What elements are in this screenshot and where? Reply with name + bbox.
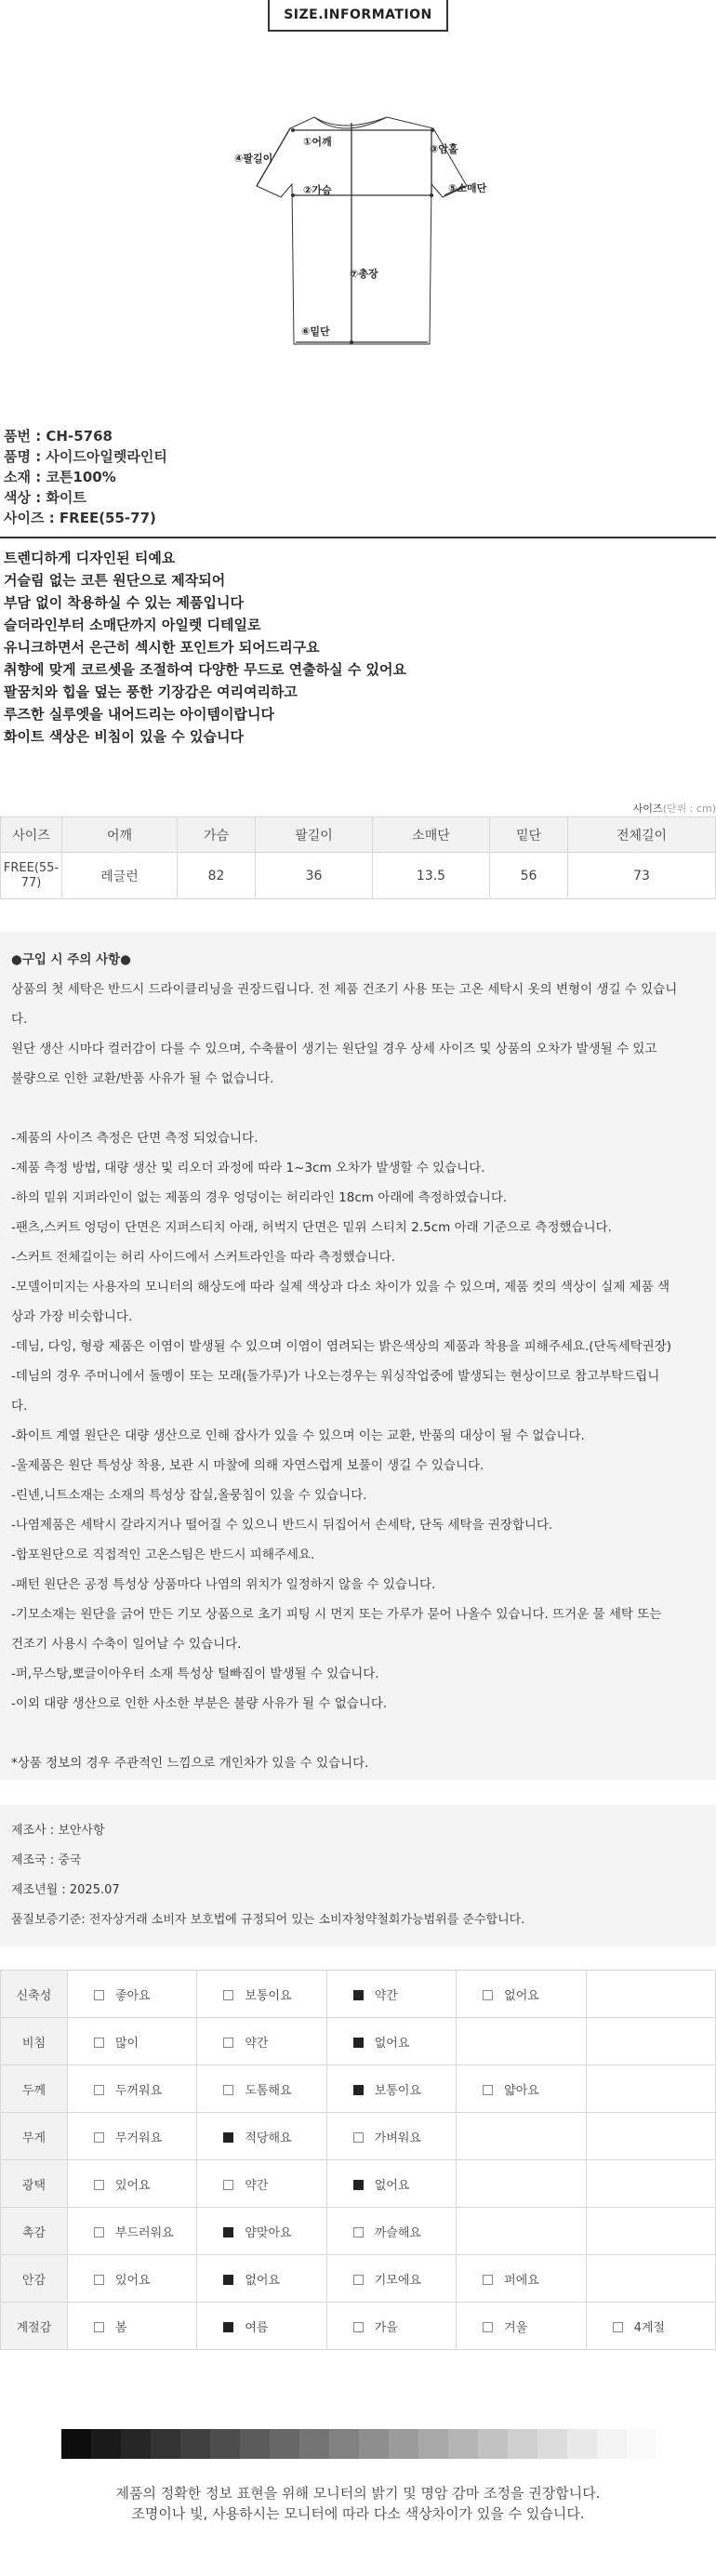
notice-line: -스커트 전체길이는 허리 사이드에서 스커트라인을 따라 측정했습니다. xyxy=(11,1250,396,1265)
feel-option xyxy=(326,2018,456,2065)
gray-swatch xyxy=(537,2429,567,2459)
feel-row-label: 무게 xyxy=(1,2113,68,2160)
unchecked-box-icon xyxy=(94,2180,104,2190)
diagram-label-total-length: ⑦총장 xyxy=(350,268,378,280)
size-cell: 36 xyxy=(256,853,373,899)
feel-empty-cell xyxy=(457,2113,586,2160)
feel-option-label: 좋아요 xyxy=(114,1988,151,2003)
gray-swatch xyxy=(121,2429,151,2459)
unchecked-box-icon xyxy=(94,2322,104,2332)
size-unit-caption xyxy=(633,801,716,816)
product-meta xyxy=(0,426,716,528)
feel-option-label: 없어요 xyxy=(374,2178,410,2193)
size-table xyxy=(0,817,716,899)
description-line: 루즈한 실루엣을 내어드리는 아이템이랍니다 xyxy=(4,706,274,723)
gray-swatch xyxy=(567,2429,597,2459)
size-cell: FREE(55-77) xyxy=(1,853,62,899)
feel-option-label: 약간 xyxy=(374,1988,398,2003)
fabric-feel-table xyxy=(0,1970,716,2350)
size-header-total-length: 전체길이 xyxy=(568,817,716,853)
unchecked-box-icon xyxy=(353,2132,364,2143)
monitor-note-line: 제품의 정확한 정보 표현을 위해 모니터의 밝기 및 명암 감마 조정을 권장합니다. xyxy=(115,2485,601,2502)
checked-box-icon xyxy=(353,2180,364,2190)
feel-empty-cell xyxy=(586,2113,715,2160)
checked-box-icon xyxy=(353,2085,364,2095)
feel-option xyxy=(67,2113,196,2160)
feel-option xyxy=(67,2065,196,2113)
diagram-label-sleeve-length: ④팔길이 xyxy=(234,153,273,165)
gray-swatch xyxy=(359,2429,389,2459)
feel-option xyxy=(326,2160,456,2208)
description-line: 화이트 색상은 비침이 있을 수 있습니다 xyxy=(4,728,244,745)
product-code: 품번 : CH-5768 xyxy=(4,428,113,445)
size-cell: 레글런 xyxy=(62,853,178,899)
feel-option-label: 약간 xyxy=(245,2036,269,2051)
product-material: 소재 : 코튼100% xyxy=(4,469,116,485)
description-line: 유니크하면서 은근히 섹시한 포인트가 되어드리구요 xyxy=(4,639,320,656)
checked-box-icon xyxy=(223,2227,233,2237)
checked-box-icon xyxy=(353,2038,364,2048)
feel-row-label: 안감 xyxy=(1,2255,68,2303)
gray-swatch xyxy=(151,2429,180,2459)
feel-option xyxy=(326,1971,456,2018)
feel-option-label: 여름 xyxy=(245,2320,269,2335)
size-cell: 82 xyxy=(178,853,256,899)
maker-line: 품질보증기준: 전자상거래 소비자 보호법에 규정되어 있는 소비자청약철회가능범위를 준수합니다. xyxy=(11,1913,525,1927)
feel-option-label: 봄 xyxy=(114,2320,127,2335)
table-row xyxy=(1,2255,716,2303)
table-row xyxy=(1,2208,716,2255)
feel-option-label: 있어요 xyxy=(114,2178,151,2193)
product-color: 색상 : 화이트 xyxy=(4,489,86,506)
notice-line: -기모소재는 원단을 긁어 만든 기모 상품으로 초기 피팅 시 먼지 또는 가루가 묻어 나올수 있습니다. 뜨거운 물 세탁 또는 xyxy=(11,1607,662,1622)
gray-swatch xyxy=(91,2429,121,2459)
feel-option xyxy=(197,2303,326,2350)
notice-line: -패턴 원단은 공정 특성상 상품마다 나염의 위치가 일정하지 않을 수 있습니다. xyxy=(11,1577,436,1592)
feel-empty-cell xyxy=(586,2255,715,2303)
description-line: 거슬림 없는 코튼 원단으로 제작되어 xyxy=(4,572,226,589)
unchecked-box-icon xyxy=(483,2085,493,2095)
product-size: 사이즈 : FREE(55-77) xyxy=(4,510,156,526)
unchecked-box-icon xyxy=(223,2038,233,2048)
purchase-notice xyxy=(0,932,716,1780)
diagram-label-shoulder: ①어깨 xyxy=(303,136,332,148)
feel-option xyxy=(67,2303,196,2350)
size-header-sleeve: 팔길이 xyxy=(256,817,373,853)
feel-option-label: 없어요 xyxy=(374,2036,410,2051)
notice-line: 상과 가장 비슷합니다. xyxy=(11,1309,133,1324)
notice-line: 다. xyxy=(11,1399,28,1414)
grayscale-swatch-bar xyxy=(61,2429,656,2459)
gray-swatch xyxy=(240,2429,270,2459)
feel-option xyxy=(457,1971,586,2018)
unchecked-box-icon xyxy=(94,1990,104,2000)
notice-line: 원단 생산 시마다 컬러감이 다를 수 있으며, 수축률이 생기는 원단일 경우 상세 사이즈 및 상품의 오차가 발생될 수 있고 xyxy=(11,1042,657,1056)
feel-option xyxy=(326,2208,456,2255)
size-information-title: SIZE.INFORMATION xyxy=(268,0,448,32)
unchecked-box-icon xyxy=(94,2275,104,2285)
feel-option-label: 보통이요 xyxy=(245,1988,292,2003)
table-row xyxy=(1,853,716,899)
notice-line: -데님의 경우 주머니에서 돌멩이 또는 모래(돌가루)가 나오는경우는 워싱작업중에 발생되는 현상이므로 참고부탁드립니 xyxy=(11,1369,660,1384)
unchecked-box-icon xyxy=(223,2180,233,2190)
feel-option-label: 없어요 xyxy=(245,2273,281,2288)
feel-option-label: 두꺼워요 xyxy=(114,2083,163,2098)
feel-option xyxy=(67,2018,196,2065)
gray-swatch xyxy=(329,2429,359,2459)
feel-option xyxy=(457,2065,586,2113)
notice-title: ●구입 시 주의 사항● xyxy=(11,952,131,967)
description-line: 트렌디하게 디자인된 티예요 xyxy=(4,550,176,566)
feel-row-label: 계절감 xyxy=(1,2303,68,2350)
feel-option-label: 없어요 xyxy=(504,1988,539,2003)
monitor-note-line: 조명이나 빛, 사용하시는 모니터에 따라 다소 색상차이가 있을 수 있습니다. xyxy=(131,2505,585,2522)
feel-empty-cell xyxy=(457,2208,586,2255)
size-cell: 73 xyxy=(568,853,716,899)
feel-option xyxy=(326,2113,456,2160)
notice-line: 다. xyxy=(11,1012,28,1027)
feel-empty-cell xyxy=(586,2208,715,2255)
feel-empty-cell xyxy=(457,2160,586,2208)
notice-line: *상품 정보의 경우 주관적인 느낌으로 개인차가 있을 수 있습니다. xyxy=(11,1756,369,1771)
size-header-chest: 가슴 xyxy=(178,817,256,853)
gray-swatch xyxy=(478,2429,508,2459)
feel-row-label: 촉감 xyxy=(1,2208,68,2255)
feel-option-label: 무거워요 xyxy=(114,2131,163,2145)
feel-option-label: 보통이요 xyxy=(374,2083,421,2098)
checked-box-icon xyxy=(223,2132,233,2143)
maker-line: 제조국 : 중국 xyxy=(11,1853,82,1867)
notice-line: -데님, 다잉, 형광 제품은 이염이 발생될 수 있으며 이염이 염려되는 밝은색상의 제품과 착용을 피해주세요.(단독세탁권장) xyxy=(11,1339,672,1354)
table-row xyxy=(1,2065,716,2113)
unchecked-box-icon xyxy=(483,1990,493,2000)
notice-line: -린넨,니트소재는 소재의 특성상 잡실,올뭉침이 있을 수 있습니다. xyxy=(11,1488,367,1503)
feel-option xyxy=(197,2065,326,2113)
notice-line: 상품의 첫 세탁은 반드시 드라이클리닝을 권장드립니다. 전 제품 건조기 사용 또는 고온 세탁시 옷의 변형이 생길 수 있습니 xyxy=(11,982,678,997)
size-cell: 56 xyxy=(490,853,568,899)
feel-option xyxy=(197,2160,326,2208)
feel-option xyxy=(197,2018,326,2065)
notice-line: -화이트 계열 원단은 대량 생산으로 인해 잡사가 있을 수 있으며 이는 교환, 반품의 대상이 될 수 없습니다. xyxy=(11,1428,585,1443)
feel-option xyxy=(586,2303,715,2350)
feel-option xyxy=(67,2255,196,2303)
feel-empty-cell xyxy=(586,1971,715,2018)
feel-option-label: 퍼에요 xyxy=(504,2273,539,2288)
feel-row-label: 두께 xyxy=(1,2065,68,2113)
notice-line: -퍼,무스탕,뽀글이아우터 소재 특성상 털빠짐이 발생될 수 있습니다. xyxy=(11,1666,379,1681)
notice-line: -울제품은 원단 특성상 착용, 보관 시 마찰에 의해 자연스럽게 보풀이 생길 수 있습니다. xyxy=(11,1458,484,1473)
feel-row-label: 광택 xyxy=(1,2160,68,2208)
feel-empty-cell xyxy=(586,2018,715,2065)
feel-option-label: 있어요 xyxy=(114,2273,151,2288)
feel-option-label: 얌맞아요 xyxy=(245,2225,292,2240)
gray-swatch xyxy=(418,2429,448,2459)
unchecked-box-icon xyxy=(353,2322,364,2332)
feel-option xyxy=(67,1971,196,2018)
unchecked-box-icon xyxy=(223,2085,233,2095)
feel-option xyxy=(326,2255,456,2303)
diagram-label-chest: ②가슴 xyxy=(303,184,332,196)
size-header-shoulder: 어깨 xyxy=(62,817,178,853)
unchecked-box-icon xyxy=(483,2322,493,2332)
feel-option xyxy=(326,2065,456,2113)
notice-line: -나염제품은 세탁시 갈라지거나 떨어질 수 있으니 반드시 뒤집어서 손세탁, 단독 세탁을 권장합니다. xyxy=(11,1518,553,1533)
gray-swatch xyxy=(597,2429,627,2459)
gray-swatch xyxy=(627,2429,656,2459)
feel-empty-cell xyxy=(457,2018,586,2065)
table-row xyxy=(1,2303,716,2350)
size-header-hem: 밑단 xyxy=(490,817,568,853)
feel-option-label: 적당해요 xyxy=(245,2131,292,2145)
feel-empty-cell xyxy=(586,2065,715,2113)
notice-line: -팬츠,스커트 엉덩이 단면은 지퍼스티치 아래, 허벅지 단면은 밑위 스티치 2.5cm 아래 기준으로 측정했습니다. xyxy=(11,1220,612,1235)
feel-row-label: 비침 xyxy=(1,2018,68,2065)
gray-swatch xyxy=(61,2429,91,2459)
product-name: 품명 : 사이드아일렛라인티 xyxy=(4,448,167,465)
feel-option xyxy=(457,2303,586,2350)
gray-swatch xyxy=(270,2429,299,2459)
diagram-label-hem: ⑥밑단 xyxy=(301,325,330,338)
feel-option-label: 4계절 xyxy=(633,2320,665,2335)
feel-option-label: 가을 xyxy=(374,2320,398,2335)
unchecked-box-icon xyxy=(94,2132,104,2143)
unchecked-box-icon xyxy=(94,2227,104,2237)
size-header-sleeve-hem: 소매단 xyxy=(373,817,490,853)
feel-option-label: 얇아요 xyxy=(504,2083,539,2098)
table-row xyxy=(1,2160,716,2208)
notice-line: 불량으로 인한 교환/반품 사유가 될 수 없습니다. xyxy=(11,1071,274,1086)
unchecked-box-icon xyxy=(94,2085,104,2095)
table-row xyxy=(1,2113,716,2160)
feel-option-label: 부드러워요 xyxy=(114,2225,174,2240)
feel-option-label: 도톰해요 xyxy=(245,2083,292,2098)
unchecked-box-icon xyxy=(483,2275,493,2285)
maker-line: 제조사 : 보안사항 xyxy=(11,1824,105,1838)
unchecked-box-icon xyxy=(613,2322,623,2332)
manufacturer-info xyxy=(0,1805,716,1946)
product-description xyxy=(4,547,710,748)
notice-spacer xyxy=(11,1094,705,1123)
measurement-diagram xyxy=(223,102,502,363)
feel-option-label: 많이 xyxy=(114,2036,139,2051)
size-cell: 13.5 xyxy=(373,853,490,899)
diagram-label-sleeve-hem: ⑤소매단 xyxy=(448,182,487,194)
checked-box-icon xyxy=(353,1990,364,2000)
notice-lines xyxy=(11,975,705,1778)
gray-swatch xyxy=(180,2429,210,2459)
notice-spacer xyxy=(11,1719,705,1748)
tshirt-outline-icon xyxy=(223,102,502,363)
gray-swatch xyxy=(299,2429,329,2459)
description-line: 부담 없이 착용하실 수 있는 제품입니다 xyxy=(4,594,244,611)
feel-option xyxy=(67,2160,196,2208)
feel-option xyxy=(197,2255,326,2303)
unchecked-box-icon xyxy=(94,2038,104,2048)
size-unit-value: (단위 : cm) xyxy=(662,803,716,815)
gray-swatch xyxy=(210,2429,240,2459)
description-line: 슬더라인부터 소매단까지 아일렛 디테일로 xyxy=(4,617,261,633)
size-table-header xyxy=(1,817,716,853)
notice-line: -제품의 사이즈 측정은 단면 측정 되었습니다. xyxy=(11,1131,259,1146)
notice-line: -모델이미지는 사용자의 모니터의 해상도에 따라 실제 색상과 다소 차이가 있을 수 있으며, 제품 컷의 색상이 실제 제품 색 xyxy=(11,1280,670,1295)
feel-option-label: 가벼워요 xyxy=(374,2131,421,2145)
feel-option xyxy=(197,2113,326,2160)
feel-row-label: 신축성 xyxy=(1,1971,68,2018)
description-line: 팔꿈치와 힙을 덮는 풍한 기장감은 여리여리하고 xyxy=(4,684,298,700)
feel-empty-cell xyxy=(586,2160,715,2208)
unchecked-box-icon xyxy=(223,1990,233,2000)
feel-option-label: 기모에요 xyxy=(374,2273,421,2288)
feel-option xyxy=(67,2208,196,2255)
size-header-size: 사이즈 xyxy=(1,817,62,853)
monitor-note xyxy=(0,2483,716,2524)
notice-line: 건조기 사용시 수축이 일어날 수 있습니다. xyxy=(11,1637,242,1652)
maker-line: 제조년월 : 2025.07 xyxy=(11,1883,120,1897)
divider xyxy=(0,537,716,538)
checked-box-icon xyxy=(223,2322,233,2332)
feel-option xyxy=(197,1971,326,2018)
notice-line: -제품 측정 방법, 대량 생산 및 리오더 과정에 따라 1~3cm 오차가 발생할 수 있습니다. xyxy=(11,1161,485,1175)
feel-option-label: 겨울 xyxy=(504,2320,528,2335)
feel-option-label: 약간 xyxy=(245,2178,269,2193)
feel-option xyxy=(457,2255,586,2303)
gray-swatch xyxy=(448,2429,478,2459)
size-unit-label: 사이즈 xyxy=(632,803,663,815)
notice-line: -하의 밑위 지퍼라인이 없는 제품의 경우 엉덩이는 허리라인 18cm 아래에 측정하였습니다. xyxy=(11,1190,508,1205)
notice-line: -합포원단으로 직접적인 고온스팀은 반드시 피해주세요. xyxy=(11,1547,315,1562)
gray-swatch xyxy=(389,2429,418,2459)
unchecked-box-icon xyxy=(353,2227,364,2237)
diagram-label-armhole: ③암홀 xyxy=(430,143,458,155)
checked-box-icon xyxy=(223,2275,233,2285)
feel-option xyxy=(326,2303,456,2350)
feel-option-label: 까슬해요 xyxy=(374,2225,421,2240)
table-row xyxy=(1,1971,716,2018)
table-row xyxy=(1,2018,716,2065)
feel-option xyxy=(197,2208,326,2255)
unchecked-box-icon xyxy=(353,2275,364,2285)
notice-line: -이외 대량 생산으로 인한 사소한 부분은 불량 사유가 될 수 없습니다. xyxy=(11,1696,388,1711)
description-line: 취향에 맞게 코르셋을 조절하여 다양한 무드로 연출하실 수 있어요 xyxy=(4,661,407,678)
gray-swatch xyxy=(508,2429,537,2459)
